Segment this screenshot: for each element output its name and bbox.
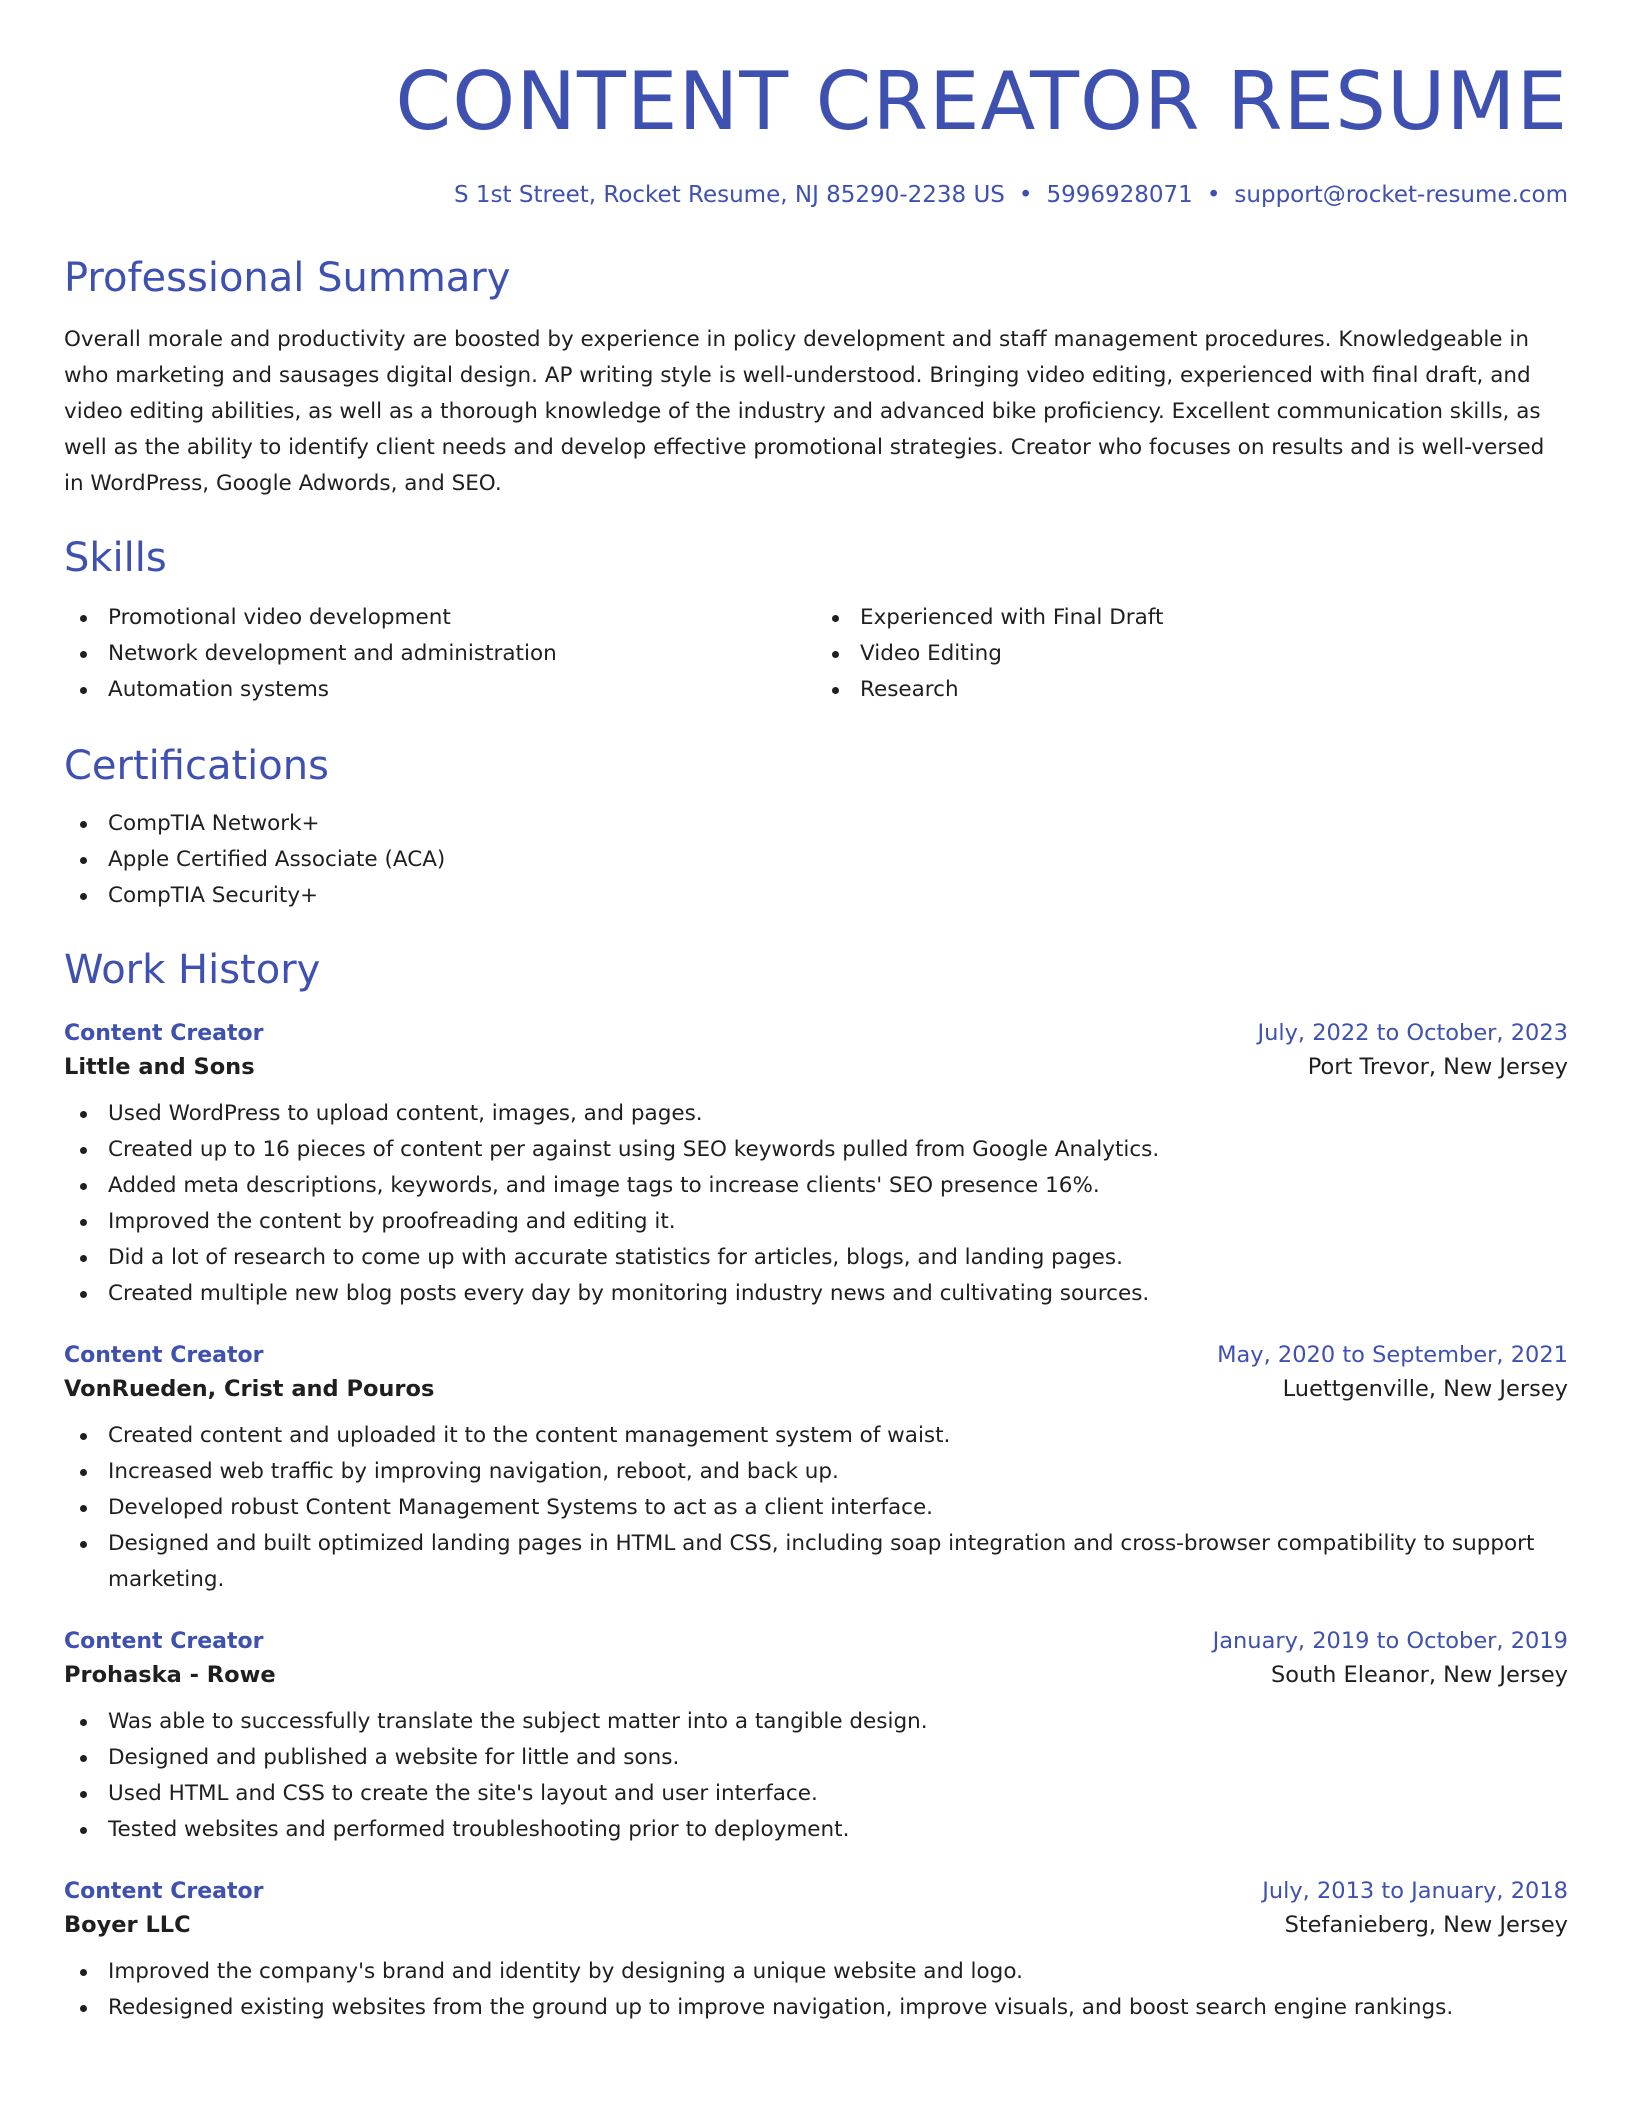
section-title-work-history: Work History	[64, 947, 321, 993]
job-bullet: Created multiple new blog posts every day by monitoring industry news and cultivating sources.	[64, 1276, 1568, 1312]
certification-item: CompTIA Security+	[64, 878, 1568, 914]
job-bullet: Did a lot of research to come up with accurate statistics for articles, blogs, and landing pages.	[64, 1240, 1568, 1276]
job-header-row	[64, 1878, 1568, 1904]
job-title: Content Creator	[64, 1343, 264, 1368]
job-bullets	[64, 1954, 1568, 2026]
job-bullet: Designed and published a website for little and sons.	[64, 1740, 1568, 1776]
job-bullet: Used HTML and CSS to create the site's layout and user interface.	[64, 1776, 1568, 1812]
skills-list	[64, 600, 1568, 708]
skills-column-left	[64, 600, 816, 708]
summary-text: Overall morale and productivity are boosted by experience in policy development and staff management procedures. Knowledgeable in who marketing and sausages digital design. AP writing style is well-understood. Bringing video editing, experienced with final draft, and video editing abilities, as well as a thorough knowledge of the industry and advanced bike proficiency. Excellent communication skills, as well as the ability to identify client needs and develop effective promotional strategies. Creator who focuses on results and is well-versed in WordPress, Google Adwords, and SEO.	[64, 327, 1545, 496]
job-header-row	[64, 1628, 1568, 1654]
job-bullet: Created up to 16 pieces of content per against using SEO keywords pulled from Google Analytics.	[64, 1132, 1568, 1168]
job-location: Port Trevor, New Jersey	[1307, 1054, 1568, 1080]
job-dates: July, 2013 to January, 2018	[1262, 1878, 1568, 1904]
contact-separator: •	[1206, 182, 1221, 208]
job-title: Content Creator	[64, 1879, 264, 1904]
job-company-row	[64, 1376, 1568, 1402]
job-entry	[64, 1020, 1568, 1312]
job-bullet: Improved the content by proofreading and editing it.	[64, 1204, 1568, 1240]
contact-email[interactable]: support@rocket-resume.com	[1234, 182, 1568, 208]
job-location: Luettgenville, New Jersey	[1282, 1376, 1568, 1402]
certifications-list	[64, 806, 1568, 914]
skill-item: Experienced with Final Draft	[816, 600, 1568, 636]
job-entry	[64, 1342, 1568, 1598]
job-bullet: Improved the company's brand and identity by designing a unique website and logo.	[64, 1954, 1568, 1990]
section-title-skills: Skills	[64, 535, 167, 581]
certification-item: CompTIA Network+	[64, 806, 1568, 842]
job-company: VonRueden, Crist and Pouros	[64, 1376, 435, 1402]
job-entry	[64, 1878, 1568, 2026]
skill-item: Promotional video development	[64, 600, 816, 636]
section-title-summary: Professional Summary	[64, 255, 511, 301]
skill-item: Video Editing	[816, 636, 1568, 672]
job-company-row	[64, 1662, 1568, 1688]
job-bullets	[64, 1704, 1568, 1848]
contact-phone: 5996928071	[1046, 182, 1193, 208]
job-header-row	[64, 1020, 1568, 1046]
job-title: Content Creator	[64, 1021, 264, 1046]
job-bullet: Added meta descriptions, keywords, and image tags to increase clients' SEO presence 16%.	[64, 1168, 1568, 1204]
job-title: Content Creator	[64, 1629, 264, 1654]
section-title-certifications: Certifications	[64, 743, 329, 789]
job-dates: January, 2019 to October, 2019	[1212, 1628, 1568, 1654]
job-bullets	[64, 1418, 1568, 1598]
job-bullet: Created content and uploaded it to the content management system of waist.	[64, 1418, 1568, 1454]
certification-item: Apple Certified Associate (ACA)	[64, 842, 1568, 878]
skill-item: Research	[816, 672, 1568, 708]
job-bullet: Tested websites and performed troubleshooting prior to deployment.	[64, 1812, 1568, 1848]
job-bullet: Was able to successfully translate the subject matter into a tangible design.	[64, 1704, 1568, 1740]
job-location: South Eleanor, New Jersey	[1270, 1662, 1568, 1688]
contact-separator: •	[1018, 182, 1033, 208]
job-bullets	[64, 1096, 1568, 1312]
job-company-row	[64, 1054, 1568, 1080]
skills-column-right	[816, 600, 1568, 708]
job-bullet: Increased web traffic by improving navigation, reboot, and back up.	[64, 1454, 1568, 1490]
resume-header	[64, 0, 1568, 208]
job-entry	[64, 1628, 1568, 1848]
job-location: Stefanieberg, New Jersey	[1284, 1912, 1568, 1938]
job-bullet: Redesigned existing websites from the ground up to improve navigation, improve visuals, and boost search engine rankings.	[64, 1990, 1568, 2026]
contact-address: S 1st Street, Rocket Resume, NJ 85290-2238 US	[454, 182, 1005, 208]
job-company-row	[64, 1912, 1568, 1938]
job-dates: July, 2022 to October, 2023	[1257, 1020, 1568, 1046]
job-company: Little and Sons	[64, 1054, 255, 1080]
job-company: Prohaska - Rowe	[64, 1662, 276, 1688]
job-bullet: Designed and built optimized landing pages in HTML and CSS, including soap integration and cross-browser compatibility to support marketing.	[64, 1526, 1568, 1598]
job-header-row	[64, 1342, 1568, 1368]
job-company: Boyer LLC	[64, 1912, 191, 1938]
job-bullet: Developed robust Content Management Systems to act as a client interface.	[64, 1490, 1568, 1526]
contact-line	[64, 182, 1568, 208]
resume-title: CONTENT CREATOR RESUME	[395, 55, 1568, 148]
skill-item: Network development and administration	[64, 636, 816, 672]
job-bullet: Used WordPress to upload content, images, and pages.	[64, 1096, 1568, 1132]
job-dates: May, 2020 to September, 2021	[1217, 1342, 1568, 1368]
skill-item: Automation systems	[64, 672, 816, 708]
